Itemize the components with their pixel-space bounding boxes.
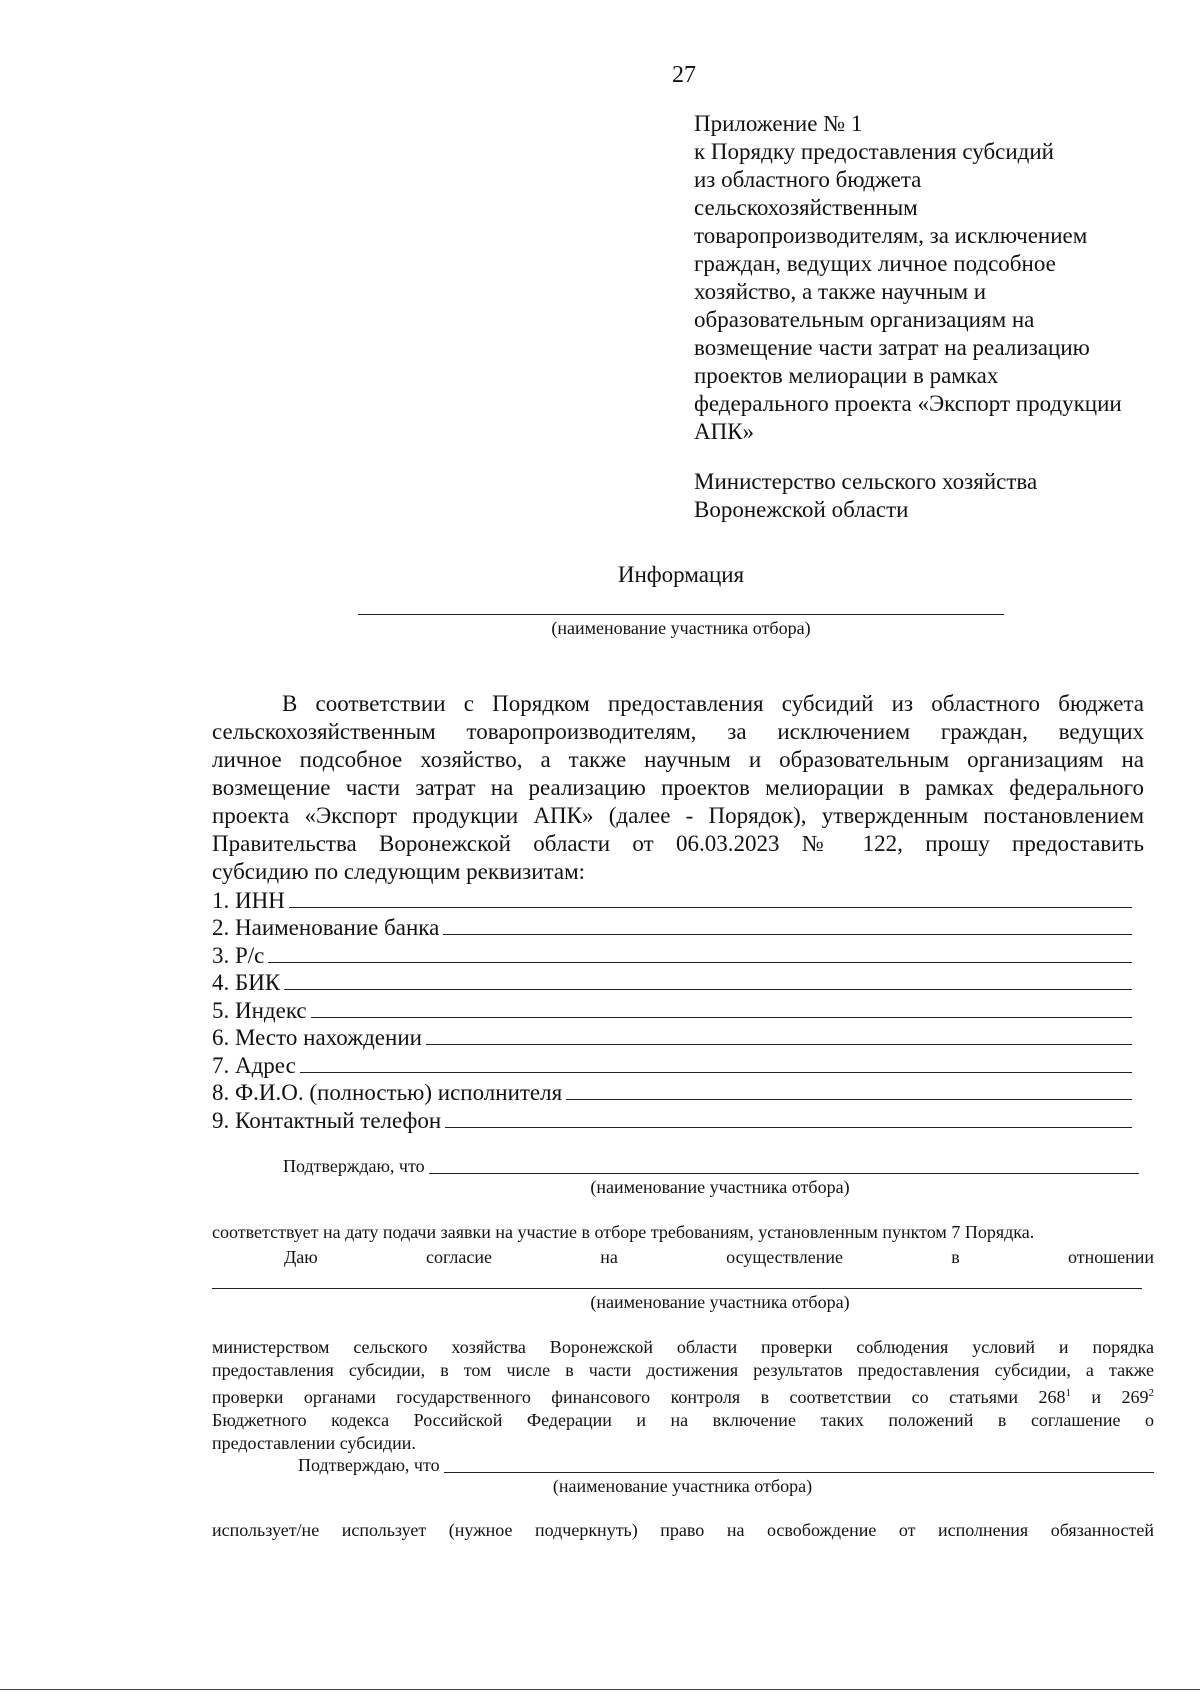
requisite-label: 7. Адрес [212,1052,296,1078]
intro-line: проекта «Экспорт продукции АПК» (далее - Порядок), утвержденным постановлением [212,803,1144,828]
confirm-label: Подтверждаю, что [283,1156,425,1176]
requisite-bik [212,969,1132,997]
addressee-line: Министерство сельского хозяйства [694,469,1038,494]
requisite-executor [212,1079,1132,1107]
field-caption: (наименование участника отбора) [590,1292,850,1312]
verification-text: и 269 [1070,1387,1149,1407]
appendix-line: образовательным организациям на [694,307,1035,332]
appendix-line: федерального проекта «Экспорт продукции [694,391,1122,416]
requisite-blank[interactable] [443,934,1132,935]
requisite-bank-name [212,914,1132,942]
verification-line: министерством сельского хозяйства Воронежской области проверки соблюдения условий и порядка [212,1337,1154,1357]
field-caption: (наименование участника отбора) [552,1476,813,1496]
compliance-statement: соответствует на дату подачи заявки на участие в отборе требованиям, установленным пунктом 7 Порядка. [212,1222,1035,1242]
consent-word: на [600,1247,618,1267]
requisite-blank[interactable] [268,962,1132,963]
requisite-label: 2. Наименование банка [212,915,440,940]
consent-word: в [951,1247,960,1267]
confirm-row-2 [298,1454,1154,1477]
intro-line: субсидию по следующим реквизитам: [212,859,586,884]
verification-line: предоставления субсидии, в том числе в части достижения результатов предоставления субсидии, а также [212,1360,1154,1380]
requisite-label: 8. Ф.И.О. (полностью) исполнителя [212,1080,563,1105]
consent-line [284,1246,1154,1269]
requisite-blank[interactable] [311,1017,1132,1018]
appendix-line: Приложение № 1 [694,111,863,136]
addressee-line: Воронежской области [694,497,909,522]
appendix-line: товаропроизводителям, за исключением [694,223,1088,248]
verification-line: Бюджетного кодекса Российской Федерации и на включение таких положений в соглашение о [212,1410,1154,1430]
intro-paragraph [212,690,1144,886]
intro-line: сельскохозяйственным товаропроизводителям, за исключением граждан, ведущих [212,719,1144,744]
requisite-phone [212,1106,1132,1134]
requisite-label: 3. Р/с [212,942,265,968]
field-caption: (наименование участника отбора) [551,618,811,638]
consent-word: Даю [284,1247,318,1267]
intro-line: Правительства Воронежской области от 06.03.2023 № 122, прошу предоставить [212,831,1144,856]
requisite-address [212,1051,1132,1079]
verification-text: проверки органами государственного финансового контроля в соответствии со статьями 268 [212,1387,1066,1407]
participant-name-blank[interactable] [429,1173,1139,1174]
requisite-location [212,1024,1132,1052]
intro-line: В соответствии с Порядком предоставления субсидий из областного бюджета [282,691,1144,716]
exemption-paragraph [212,1519,1154,1542]
requisite-blank[interactable] [284,989,1132,990]
appendix-line: из областного бюджета [694,167,922,192]
addressee [694,468,1164,524]
appendix-line: граждан, ведущих личное подсобное [694,251,1056,276]
requisite-label: 9. Контактный телефон [212,1107,442,1133]
requisite-index [212,996,1132,1024]
requisite-label: 1. ИНН [212,887,285,913]
document-title: Информация [617,562,745,587]
participant-name-blank[interactable] [444,1472,1154,1473]
appendix-line: проектов мелиорации в рамках [694,363,999,388]
appendix-line: сельскохозяйственным [694,195,918,220]
requisite-blank[interactable] [289,907,1132,908]
participant-name-line [358,614,1004,615]
verification-line [212,1382,1154,1409]
intro-line: возмещение части затрат на реализацию проектов мелиорации в рамках федерального [212,775,1144,800]
appendix-line: к Порядку предоставления субсидий [694,139,1054,164]
requisite-blank[interactable] [566,1099,1132,1100]
appendix-line: АПК» [694,419,755,444]
requisite-label: 4. БИК [212,970,281,995]
requisite-label: 5. Индекс [212,997,307,1023]
consent-word: отношении [1067,1247,1154,1267]
page-number: 27 [672,62,696,88]
requisite-inn [212,886,1132,914]
page-edge-line [0,1689,1200,1690]
appendix-heading [694,110,1164,446]
consent-word: осуществление [726,1247,843,1267]
field-caption: (наименование участника отбора) [590,1177,850,1197]
requisite-blank[interactable] [300,1072,1132,1073]
verification-paragraph [212,1336,1154,1455]
appendix-line: возмещение части затрат на реализацию [694,335,1090,360]
requisites-list [212,886,1132,1134]
appendix-line: хозяйство, а также научным и [694,279,987,304]
participant-name-blank[interactable] [212,1288,1142,1289]
requisite-account [212,941,1132,969]
verification-line: предоставлении субсидии. [212,1433,416,1453]
consent-word: согласие [425,1247,493,1267]
confirm-label: Подтверждаю, что [298,1455,440,1475]
requisite-label: 6. Место нахождении [212,1025,422,1050]
confirm-row-1 [283,1155,1139,1178]
footnote-mark: 2 [1148,1387,1154,1399]
intro-line: личное подсобное хозяйство, а также научным и образовательным организациям на [212,747,1144,772]
requisite-blank[interactable] [426,1044,1132,1045]
exemption-line: использует/не использует (нужное подчеркнуть) право на освобождение от исполнения обязанностей [212,1520,1154,1540]
footnote-mark: 1 [1065,1387,1071,1399]
requisite-blank[interactable] [445,1127,1132,1128]
